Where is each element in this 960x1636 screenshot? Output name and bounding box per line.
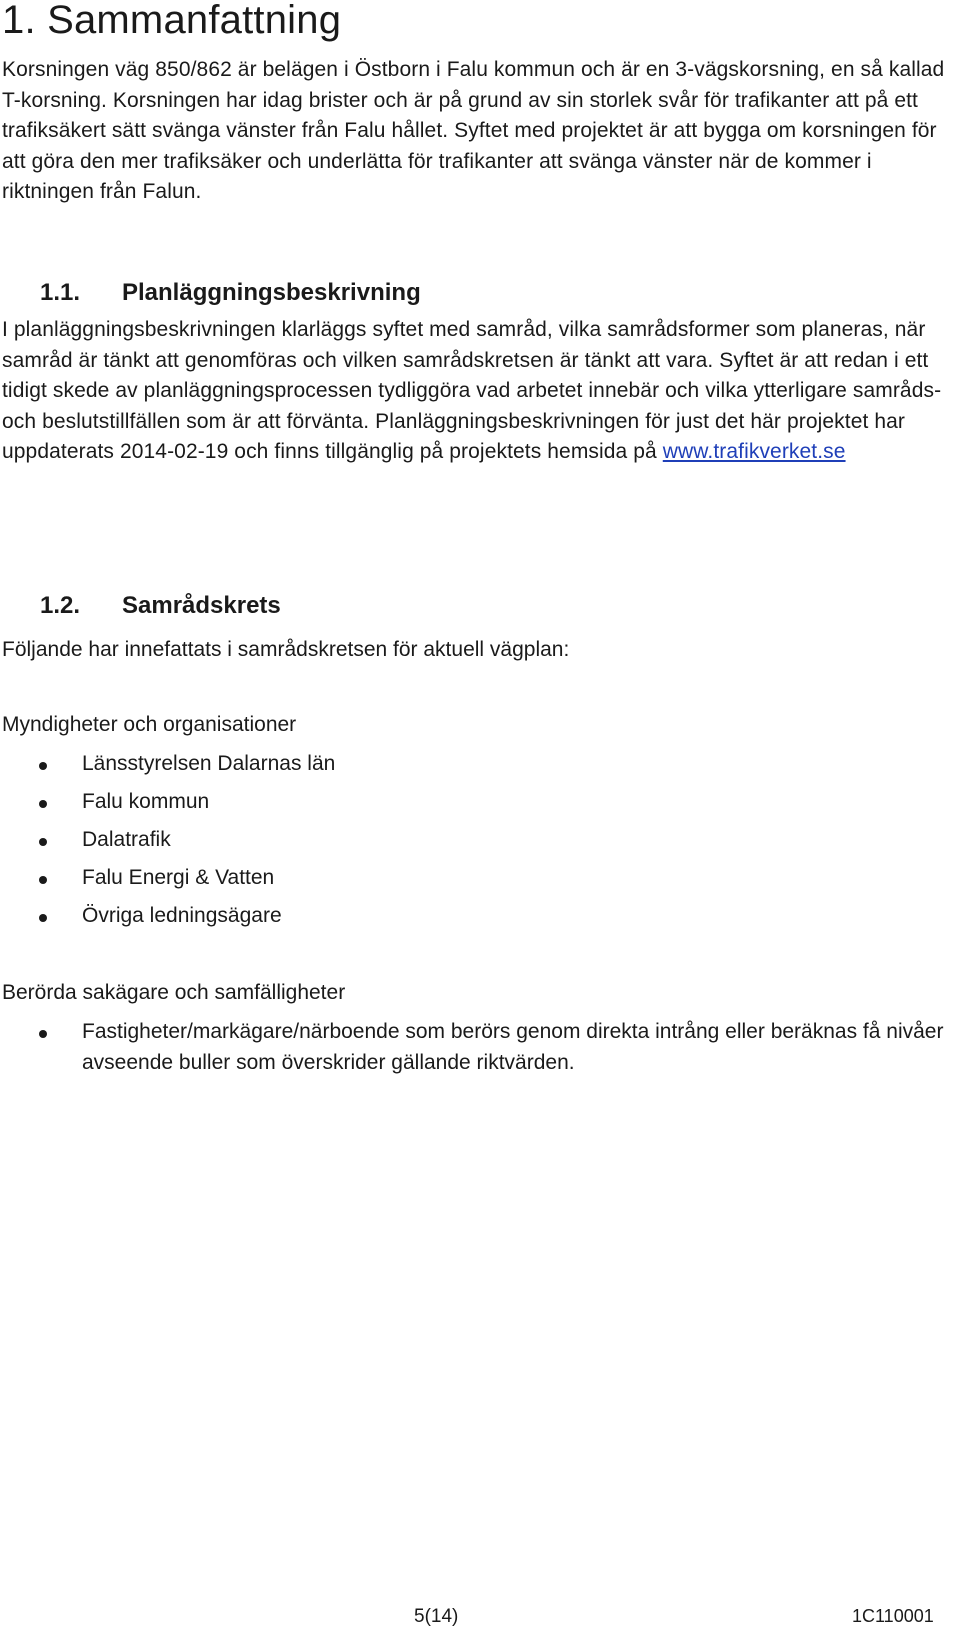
list-item-text: Dalatrafik bbox=[82, 828, 171, 851]
list-item bbox=[0, 1017, 955, 1078]
website-link[interactable]: www.trafikverket.se bbox=[662, 440, 846, 463]
planning-paragraph-text: I planläggningsbeskrivningen klarläggs syftet med samråd, vilka samrådsformer som planeras, när samråd är tänkt att genomföras och vilken samrådskretsen är tänkt att vara. Syftet är att redan i ett tidigt skede av planläggningsprocessen tydliggöra vad arbetet innebär och vilka ytterligare samråds- och beslutstillfällen som är att förvänta. Planläggningsbeskrivningen för just det här projektet har uppdaterats 2014-02-19 och finns tillgänglig på projektets hemsida på bbox=[2, 318, 942, 463]
bullet-icon bbox=[39, 800, 47, 808]
list-item-text: Övriga ledningsägare bbox=[82, 904, 282, 927]
list-item bbox=[0, 787, 955, 818]
list-item bbox=[0, 749, 955, 780]
bullet-icon bbox=[39, 914, 47, 922]
section-heading-consultation bbox=[40, 591, 281, 621]
group-heading-stakeholders: Berörda sakägare och samfälligheter bbox=[2, 981, 346, 1004]
section-title-summary: 1. Sammanfattning bbox=[2, 0, 342, 42]
document-id: 1C110001 bbox=[852, 1606, 934, 1626]
authorities-list bbox=[0, 749, 955, 939]
stakeholders-list bbox=[0, 1017, 955, 1086]
list-item bbox=[0, 825, 955, 856]
bullet-icon bbox=[39, 838, 47, 846]
section-number: 1.2. bbox=[40, 592, 81, 619]
section-heading-planning bbox=[40, 278, 421, 308]
bullet-icon bbox=[39, 1030, 47, 1038]
list-item-text: Falu kommun bbox=[82, 790, 210, 813]
section-heading-label: Samrådskrets bbox=[122, 592, 281, 619]
list-item-text: Falu Energi & Vatten bbox=[82, 866, 275, 889]
consultation-intro: Följande har innefattats i samrådskretsen för aktuell vägplan: bbox=[2, 638, 570, 661]
list-item bbox=[0, 863, 955, 894]
planning-paragraph bbox=[2, 315, 957, 468]
page-number: 5(14) bbox=[414, 1606, 459, 1627]
bullet-icon bbox=[39, 876, 47, 884]
section-number: 1.1. bbox=[40, 279, 81, 306]
list-item-text: Fastigheter/markägare/närboende som berörs genom direkta intrång eller beräknas få nivåer avseende buller som överskrider gällande riktvärden. bbox=[82, 1020, 944, 1074]
group-heading-authorities: Myndigheter och organisationer bbox=[2, 713, 297, 736]
section-heading-label: Planläggningsbeskrivning bbox=[122, 279, 421, 306]
summary-paragraph: Korsningen väg 850/862 är belägen i Östborn i Falu kommun och är en 3-vägskorsning, en så kallad T-korsning. Korsningen har idag brister och är på grund av sin storlek svår för trafikanter att på ett trafiksäkert sätt svänga vänster från Falu hållet. Syftet med projektet är att bygga om korsningen för att göra den mer trafiksäker och underlätta för trafikanter att svänga vänster när de kommer i riktningen från Falun. bbox=[2, 58, 945, 203]
list-item bbox=[0, 901, 955, 932]
list-item-text: Länsstyrelsen Dalarnas län bbox=[82, 752, 336, 775]
bullet-icon bbox=[39, 762, 47, 770]
